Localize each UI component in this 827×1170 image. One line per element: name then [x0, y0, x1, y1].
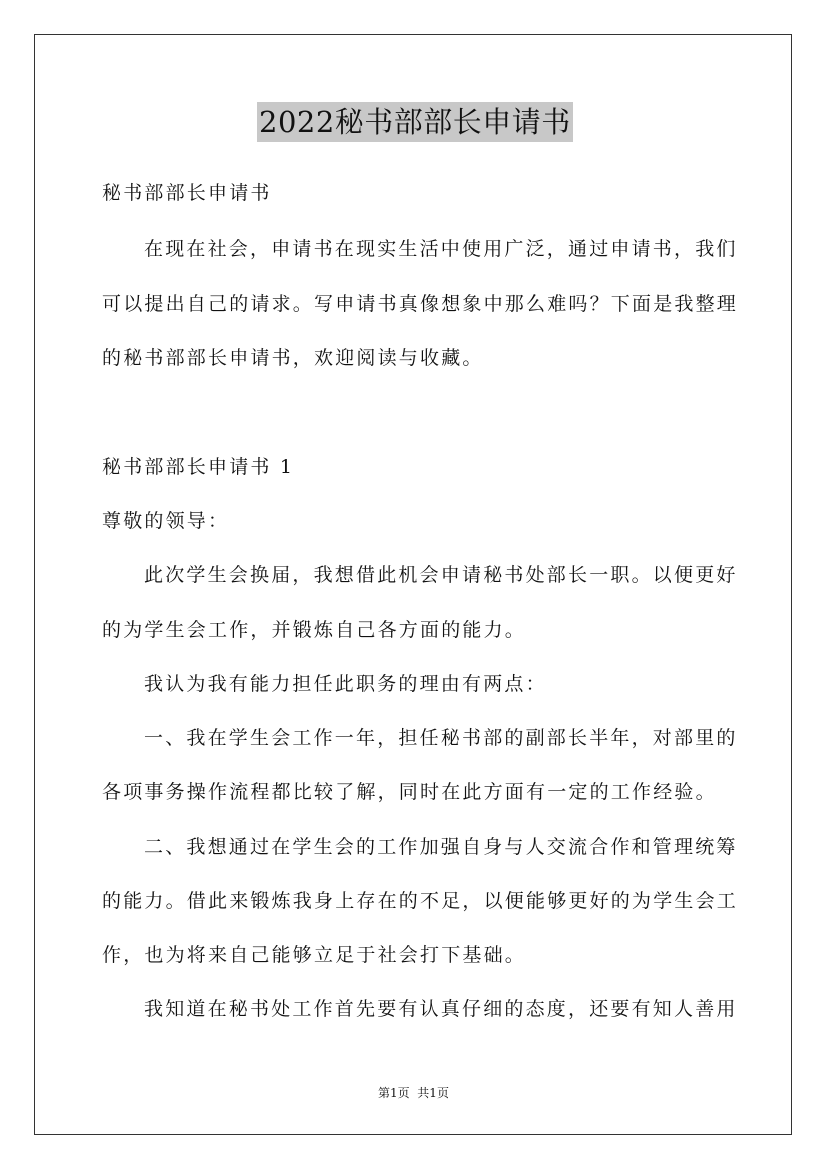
body-line: 的为学生会工作，并锻炼自己各方面的能力。: [102, 619, 527, 641]
intro-line: 在现在社会，申请书在现实生活中使用广泛，通过申请书，我们: [144, 238, 738, 260]
body-line: 此次学生会换届，我想借此机会申请秘书处部长一职。以便更好: [144, 564, 738, 586]
page-footer: 第1页 共1页: [378, 1086, 449, 1100]
body-line: 作，也为将来自己能够立足于社会打下基础。: [102, 944, 527, 966]
body-line: 的能力。借此来锻炼我身上存在的不足，以便能够更好的为学生会工: [102, 890, 739, 912]
salutation: 尊敬的领导：: [102, 510, 230, 532]
body-line: 二、我想通过在学生会的工作加强自身与人交流合作和管理统筹: [144, 836, 738, 858]
body-line: 一、我在学生会工作一年，担任秘书部的副部长半年，对部里的: [144, 727, 738, 749]
body-line: 我认为我有能力担任此职务的理由有两点：: [144, 673, 547, 695]
document-title: 2022秘书部部长申请书: [257, 102, 573, 142]
section-heading: 秘书部部长申请书 1: [102, 456, 295, 478]
body-line: 我知道在秘书处工作首先要有认真仔细的态度，还要有知人善用: [144, 998, 738, 1020]
body-line: 各项事务操作流程都比较了解，同时在此方面有一定的工作经验。: [102, 781, 717, 803]
document-subtitle: 秘书部部长申请书: [102, 182, 272, 204]
intro-line: 可以提出自己的请求。写申请书真像想象中那么难吗？下面是我整理: [102, 293, 739, 315]
intro-line: 的秘书部部长申请书，欢迎阅读与收藏。: [102, 347, 484, 369]
